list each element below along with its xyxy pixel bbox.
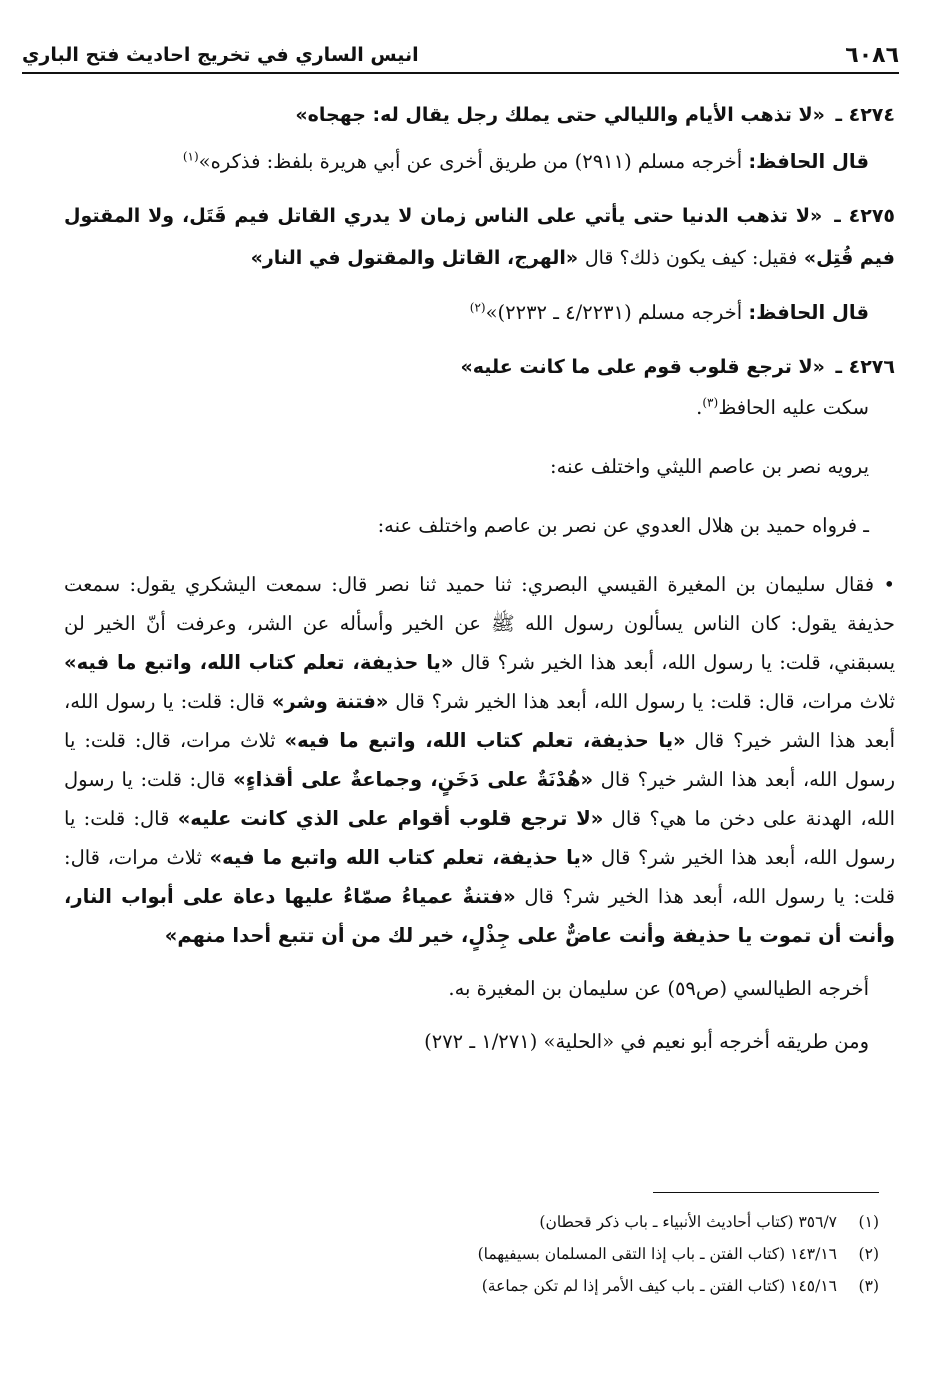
narration-text: ثلاث مرات، قال: قلت: يا رسول الله، أبعد هذا الخير شر؟ قال [395,690,895,713]
hadith-4275 [64,195,895,279]
footnote-ref: (١) [182,149,199,164]
chain-intro: يرويه نصر بن عاصم الليثي واختلف عنه: [550,455,869,478]
prophetic-quote: «يا حذيفة، تعلم كتاب الله، واتبع ما فيه» [64,651,454,674]
narration-text: ثلاث مرات، قال: قلت: يا رسول الله، أبعد هذا الشر خير؟ قال [64,729,895,791]
hafiz-note-4275 [64,293,869,332]
prophetic-quote: «يا حذيفة، تعلم كتاب الله، واتبع ما فيه» [284,729,686,752]
footnote-text: ١٤٥/١٦ (كتاب الفتن ـ باب كيف الأمر إذا لم تكن جماعة) [481,1277,837,1295]
footnote-text: ١٤٣/١٦ (كتاب الفتن ـ باب إذا التقى المسلمان بسيفيهما) [477,1245,837,1263]
main-text-block [64,94,896,1061]
hadith-text-answer: «الهرج، القاتل والمقتول في النار» [250,247,579,269]
hafiz-text: أخرجه مسلم (٤/٢٢٣١ ـ ٢٢٣٢)» [485,301,743,324]
takhrij-abu-nuaym: ومن طريقه أخرجه أبو نعيم في «الحلية» (١/٢٧١ ـ ٢٧٢) [424,1030,869,1053]
silent-note: سكت عليه الحافظ$^{(٣)}$. [696,395,869,419]
prophetic-quote: «يا حذيفة، تعلم كتاب الله واتبع ما فيه» [209,846,594,869]
hafiz-label: قال الحافظ: [748,150,869,173]
hadith-text: «لا تذهب الأيام والليالي حتى يملك رجل يقال له: جهجاه» [295,104,825,126]
footnote-number: (٣) [858,1277,879,1295]
hafiz-note-4274 [64,142,869,181]
prophetic-quote: «هُدْنَةٌ على دَخَنٍ، وجماعةٌ على أقذاءٍ» [233,768,594,791]
footnote-text: ٣٥٦/٧ (كتاب أحاديث الأنبياء ـ باب ذكر قحطان) [539,1213,837,1231]
footnote-number: (١) [858,1213,879,1231]
hadith-number: ٤٢٧٤ ـ [835,104,895,126]
hafiz-text: أخرجه مسلم (٢٩١١) من طريق أخرى عن أبي هريرة بلفظ: فذكره» [198,150,743,173]
hafiz-label: قال الحافظ: [748,301,869,324]
footnote-1 [64,1206,879,1238]
narration-text: قال: قلت: يا رسول الله، أبعد هذا الخير شر؟ قال [64,807,895,869]
narration-text: قال: قلت: يا رسول الله، أبعد هذا الشر خير؟ قال [64,690,896,752]
running-header [22,36,899,74]
narration-text: ثلاث مرات، قال: قلت: يا رسول الله، أبعد هذا الخير شر؟ قال [64,846,896,908]
hadith-interjection: فقيل: كيف يكون ذلك؟ قال [584,247,798,269]
narration-paragraph [64,565,895,955]
footnote-ref: (٢) [469,300,486,315]
footnote-ref: (٣) [702,395,719,410]
silent-text: سكت عليه الحافظ [718,396,869,419]
chain-branch: ـ فرواه حميد بن هلال العدوي عن نصر بن عاصم واختلف عنه: [377,514,869,537]
prophetic-quote: «فتنة وشر» [271,690,389,713]
hadith-number: ٤٢٧٦ ـ [835,356,895,378]
prophetic-quote: «لا ترجع قلوب أقوام على الذي كانت عليه» [177,807,604,830]
hadith-4276 [64,346,895,388]
narration-text: • فقال سليمان بن المغيرة القيسي البصري: ثنا حميد ثنا نصر قال: سمعت اليشكري يقول: سمعت حذيفة يقول: كان الناس يسألون رسول الله ﷺ عن الخير وأسأله عن الشر، وعرفت أنّ الخير لن يسبقني، قلت: يا رسول الله، أبعد هذا الخير شر؟ قال [64,573,896,674]
footnotes [64,1206,879,1302]
prophetic-quote: «فتنةٌ عمياءُ صمّاءُ عليها دعاة على أبواب النار، وأنت أن تموت يا حذيفة وأنت عاضٌّ على جِذْلٍ، خير لك من أن تتبع أحدا منهم» [64,885,895,947]
takhrij-tayalisi: أخرجه الطيالسي (ص٥٩) عن سليمان بن المغيرة به. [448,977,869,1000]
hadith-text: «لا ترجع قلوب قوم على ما كانت عليه» [460,356,825,378]
book-title: انيس الساري في تخريج احاديث فتح الباري [22,44,419,66]
narration-text: قال: قلت: يا رسول الله، الهدنة على دخن ما هي؟ قال [64,768,895,830]
footnote-2 [64,1238,879,1270]
footnote-divider [653,1192,879,1193]
hadith-text: «لا تذهب الدنيا حتى يأتي على الناس زمان لا يدري القاتل فيم قَتَل، ولا المقتول فيم قُتِل» [64,205,895,269]
hadith-4274 [64,94,895,136]
footnote-number: (٢) [858,1245,879,1263]
hadith-number: ٤٢٧٥ ـ [834,205,896,227]
footnote-3 [64,1270,879,1302]
page-number: ٦٠٨٦ [845,43,899,68]
